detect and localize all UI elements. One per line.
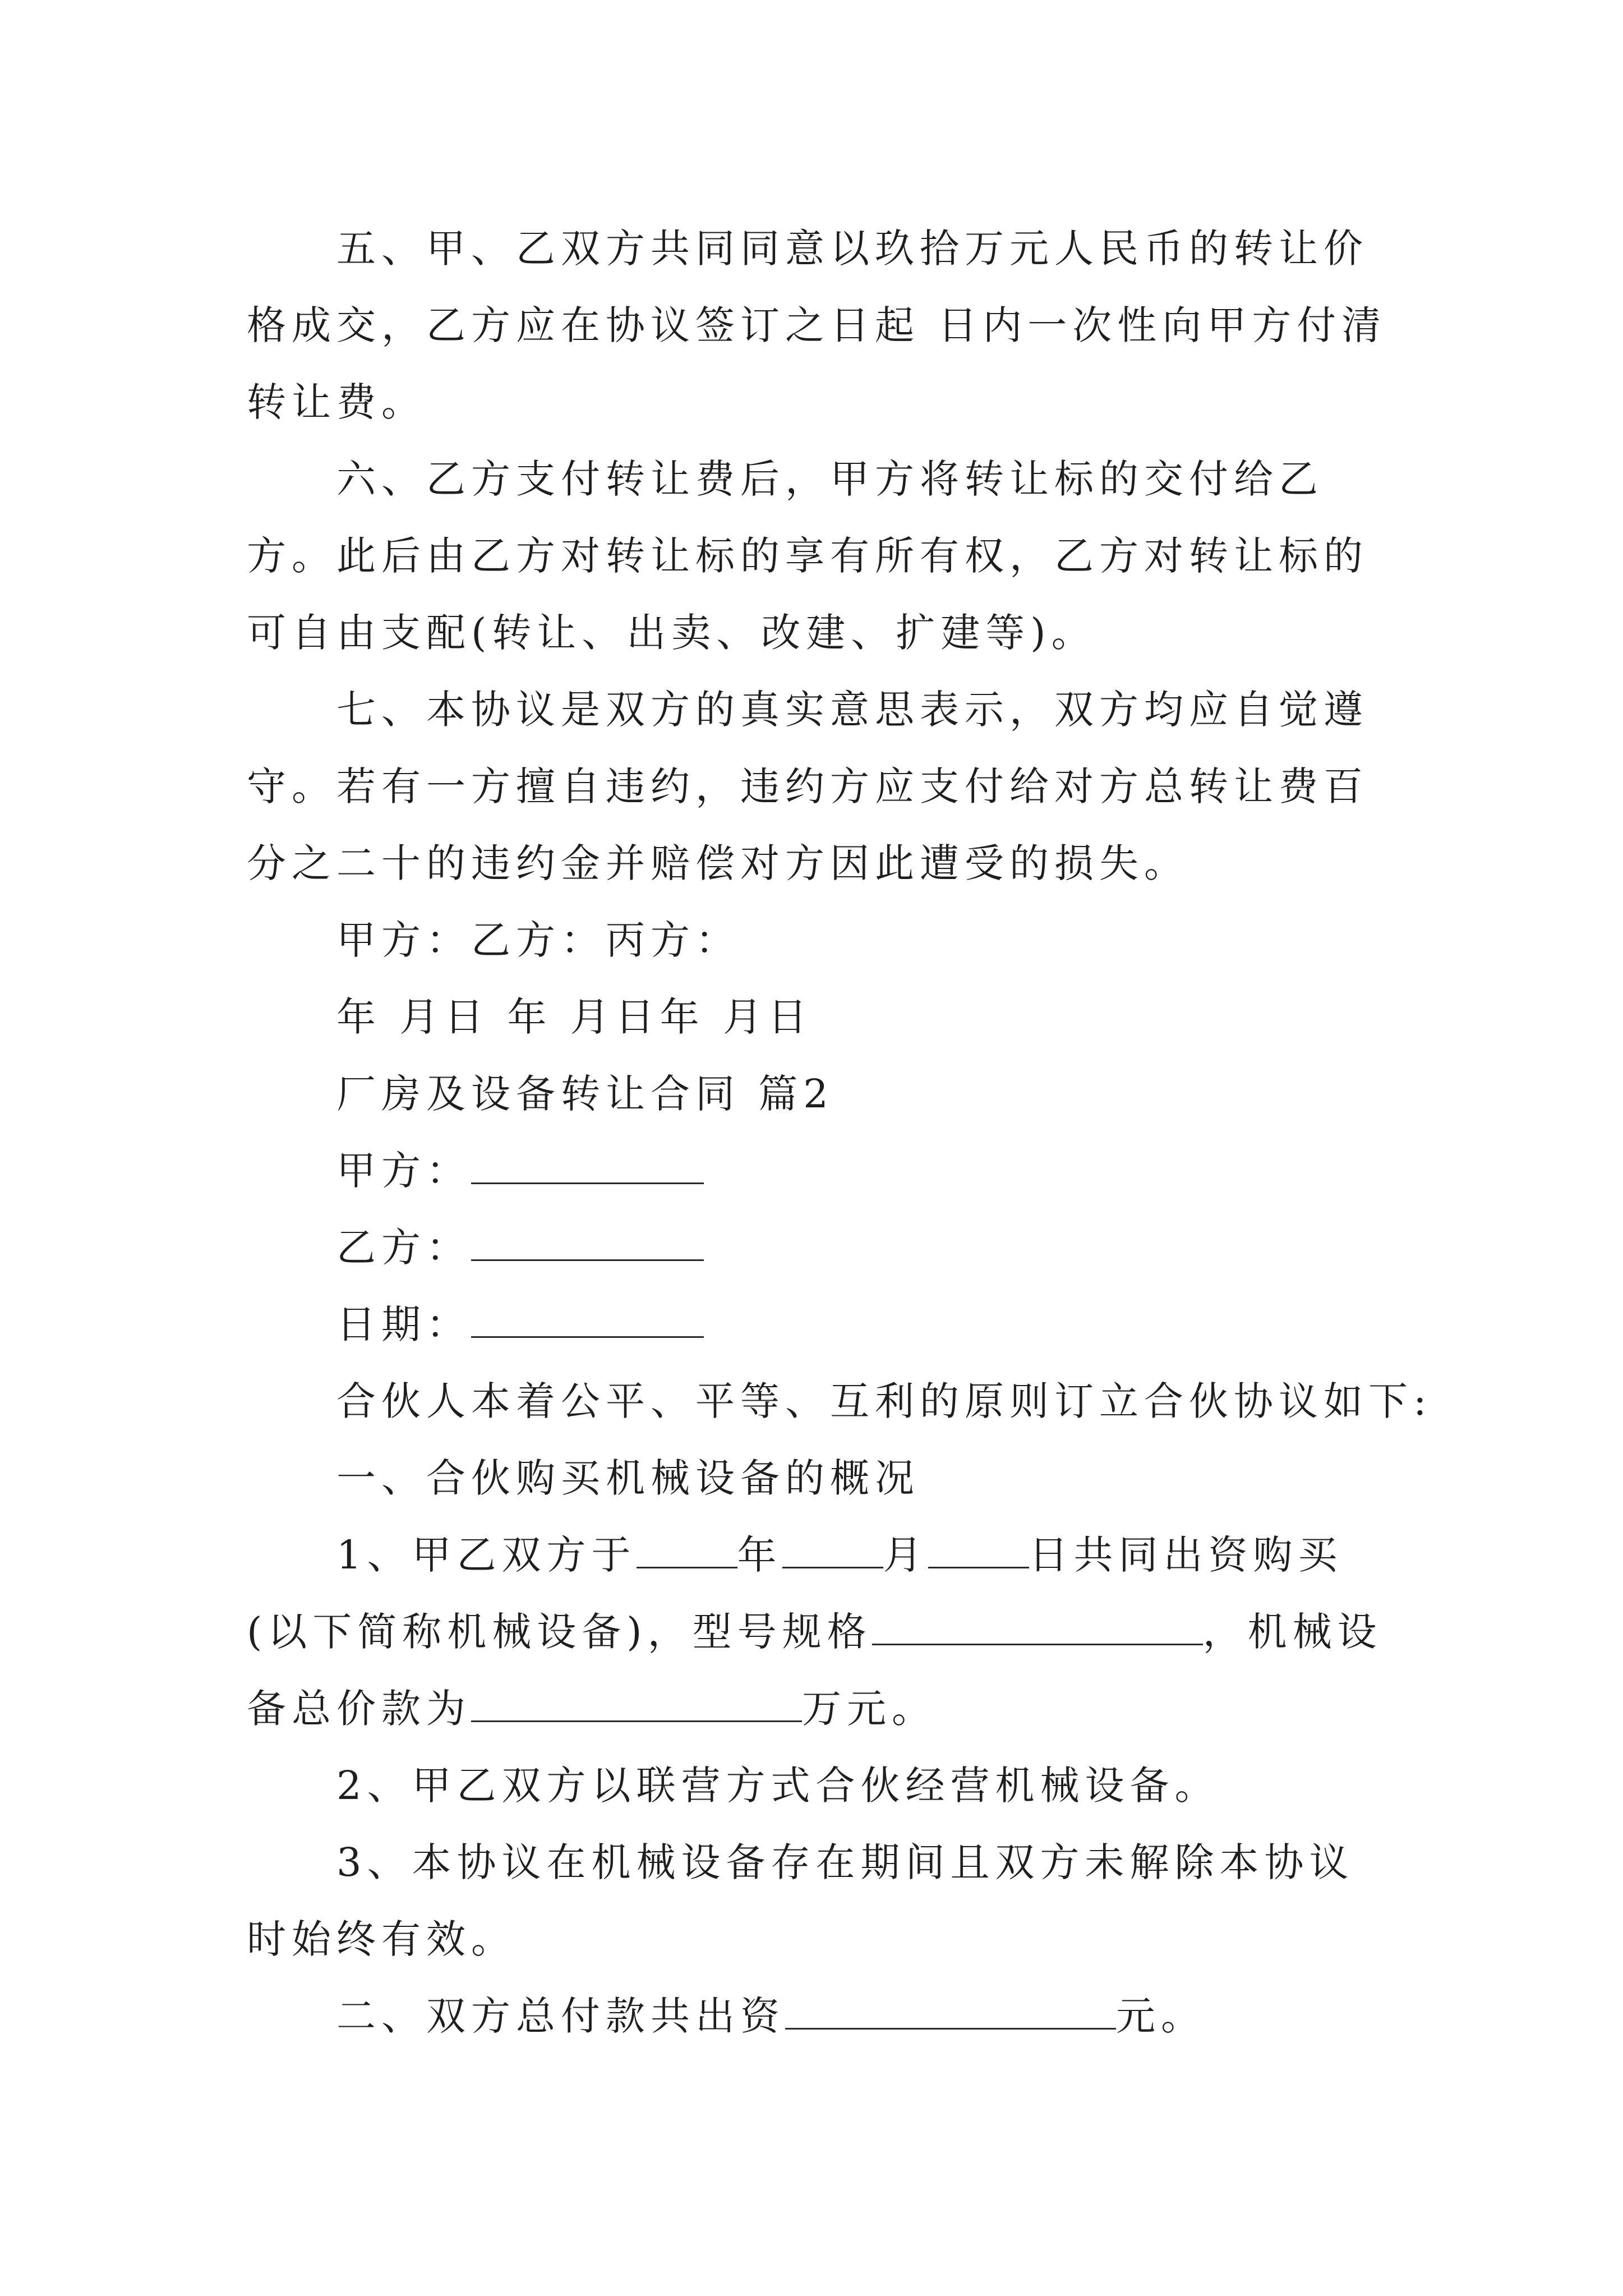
date-blank [471, 1299, 704, 1338]
item-3: 3、本协议在机械设备存在期间且双方未解除本协议时始终有效。 [247, 1839, 1354, 1962]
heading-2-prefix: 二、双方总付款共出资 [336, 1993, 785, 2039]
party-a-row [247, 1133, 1391, 1209]
item-1-year-blank [637, 1530, 737, 1568]
date-line: 年 月日 年 月日年 月日 [336, 994, 813, 1040]
heading-2 [247, 1978, 1391, 2055]
party-b-row [247, 1209, 1391, 1286]
party-a-label: 甲方： [336, 1148, 471, 1194]
intro-text: 合伙人本着公平、平等、互利的原则订立合伙协议如下: [336, 1378, 1432, 1424]
heading-1: 一、合伙购买机械设备的概况 [336, 1455, 920, 1501]
clause-7: 七、本协议是双方的真实意思表示，双方均应自觉遵守。若有一方擅自违约，违约方应支付给对方总转让费百分之二十的违约金并赔偿对方因此遭受的损失。 [247, 687, 1368, 886]
heading-2-unit: 元。 [1116, 1993, 1206, 2039]
item-1-month-blank [782, 1530, 883, 1568]
item-1-day-blank [928, 1530, 1029, 1568]
item-1-spec-blank [872, 1607, 1203, 1645]
heading-2-amount-blank [785, 1991, 1116, 2030]
item-1 [247, 1517, 1391, 1747]
item-1-price-blank [471, 1683, 802, 1722]
item-1-total: ，机械设备总价款为 [247, 1609, 1382, 1732]
signature-line: 甲方：乙方：丙方： [336, 917, 740, 963]
clause-5: 五、甲、乙双方共同同意以玖拾万元人民币的转让价格成交，乙方应在协议签订之日起 日内一次性向甲方付清转让费。 [247, 226, 1387, 425]
party-b-blank [471, 1222, 704, 1261]
date-row [247, 1286, 1391, 1363]
section-title: 厂房及设备转让合同 篇2 [336, 1071, 834, 1117]
clause-6: 六、乙方支付转让费后，甲方将转让标的交付给乙方。此后由乙方对转让标的享有所有权，乙方对转让标的可自由支配(转让、出卖、改建、扩建等)。 [247, 456, 1368, 656]
date-label: 日期： [336, 1301, 471, 1347]
party-a-blank [471, 1145, 704, 1184]
item-1-rest: 日共同出资购买(以下简称机械设备)，型号规格 [247, 1532, 1343, 1655]
item-1-month: 月 [883, 1532, 928, 1578]
item-1-year: 年 [737, 1532, 782, 1578]
item-2: 2、甲乙双方以联营方式合伙经营机械设备。 [336, 1763, 1220, 1809]
party-b-label: 乙方： [336, 1225, 471, 1271]
item-1-prefix: 1、甲乙双方于 [336, 1532, 637, 1578]
item-1-unit: 万元。 [802, 1686, 937, 1732]
document-body [247, 210, 1432, 2055]
